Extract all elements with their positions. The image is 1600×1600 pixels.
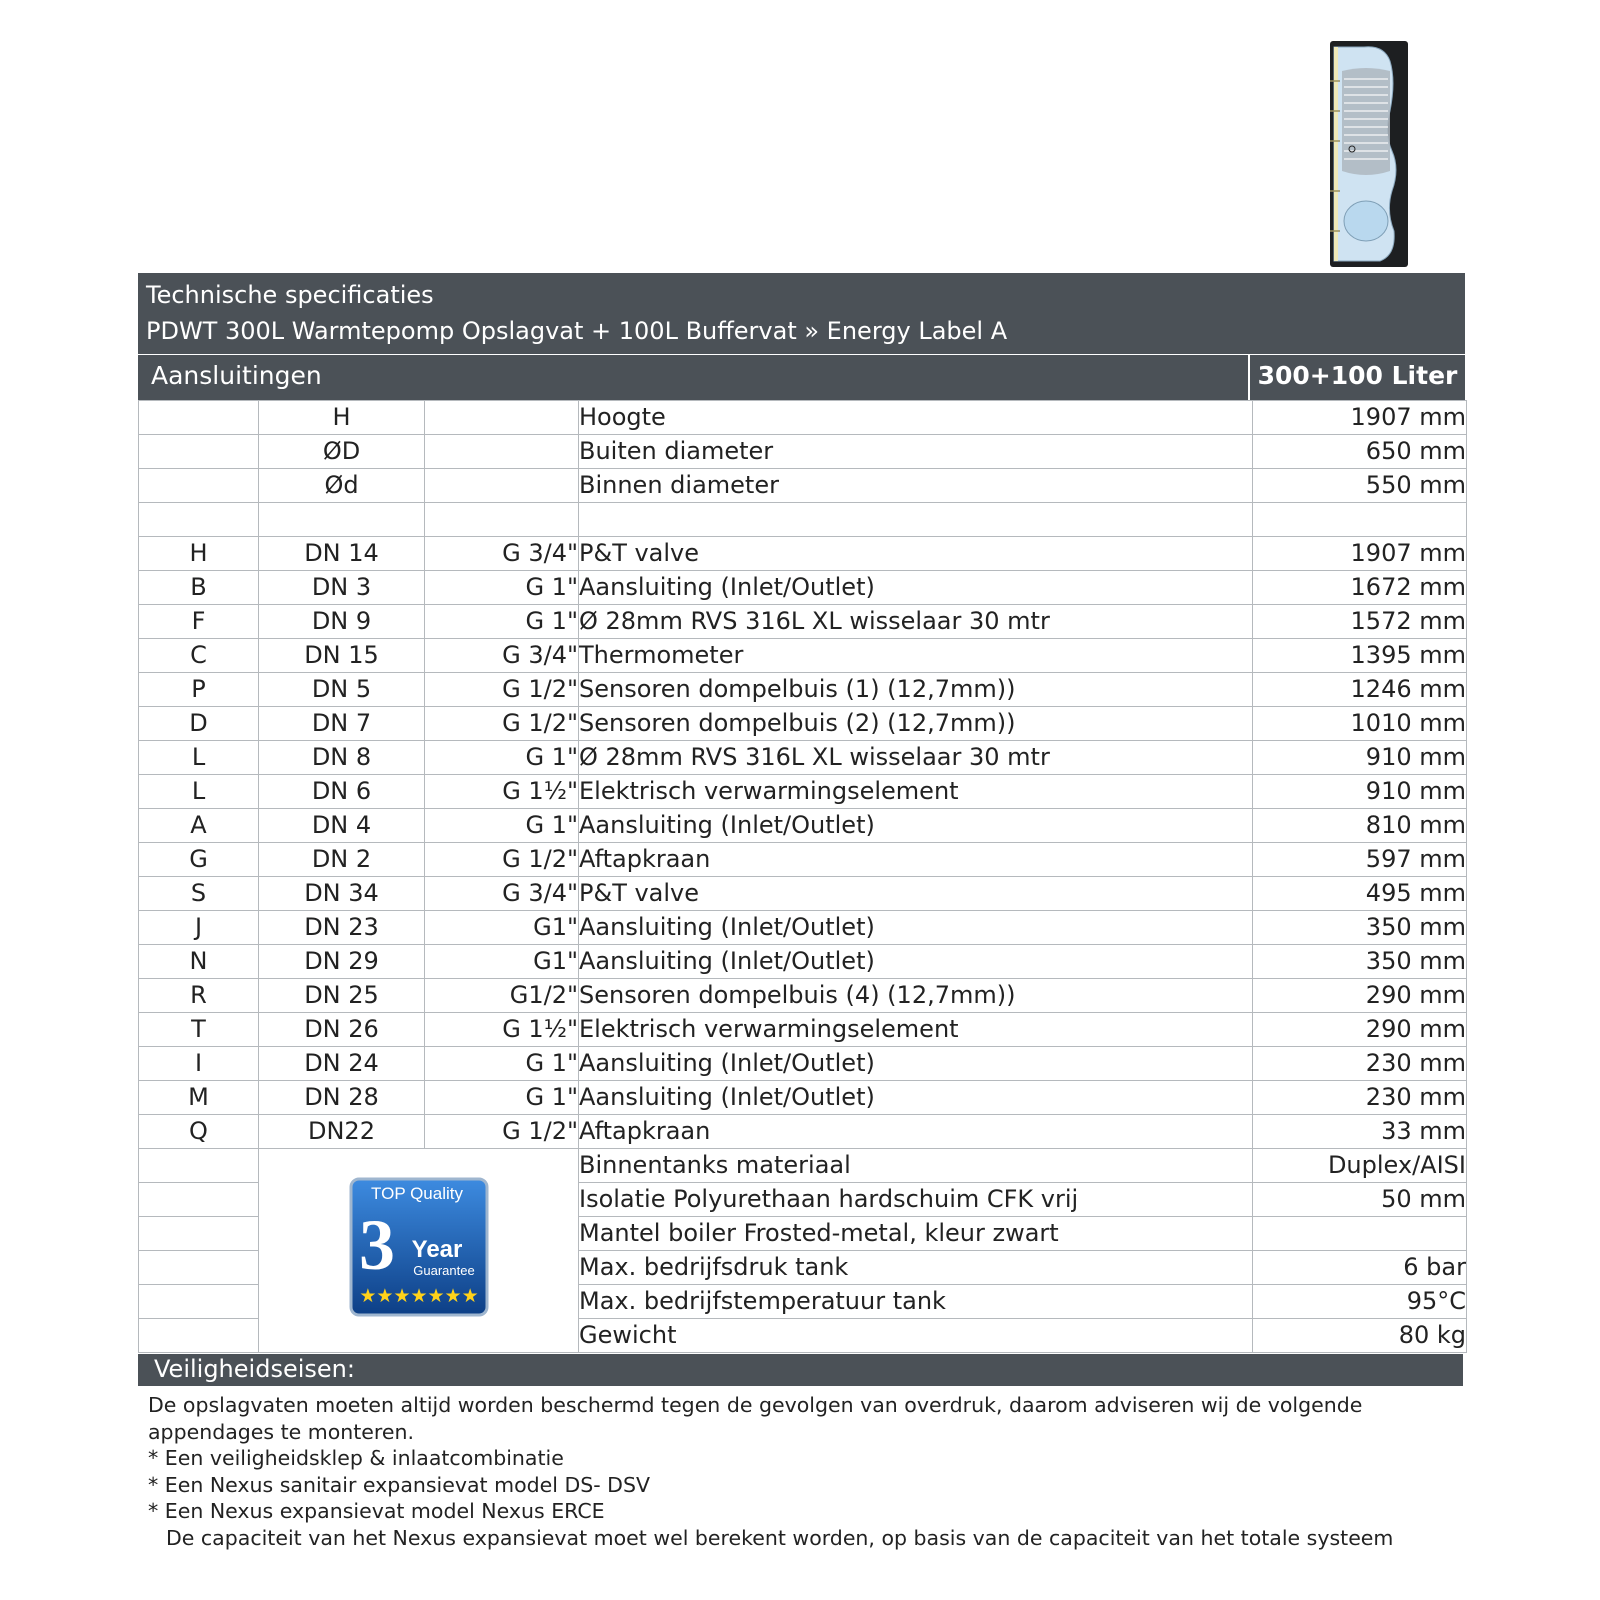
connection-height: 910 mm bbox=[1253, 775, 1467, 809]
connection-dn: DN 8 bbox=[259, 741, 425, 775]
connection-height: 350 mm bbox=[1253, 911, 1467, 945]
table-row bbox=[139, 639, 1467, 673]
connection-dn: DN 23 bbox=[259, 911, 425, 945]
table-row bbox=[139, 1149, 1467, 1183]
connection-thread: G 1/2" bbox=[425, 1115, 579, 1149]
table-row bbox=[139, 843, 1467, 877]
connection-description: Aftapkraan bbox=[579, 843, 1253, 877]
connection-dn: ØD bbox=[259, 435, 425, 469]
connection-thread bbox=[425, 469, 579, 503]
spec-table bbox=[138, 400, 1467, 1353]
empty-cell bbox=[139, 1149, 259, 1183]
connection-description: Sensoren dompelbuis (4) (12,7mm)) bbox=[579, 979, 1253, 1013]
table-row bbox=[139, 673, 1467, 707]
table-row bbox=[139, 605, 1467, 639]
connection-dn: H bbox=[259, 401, 425, 435]
connection-height: 290 mm bbox=[1253, 979, 1467, 1013]
connection-thread: G 1" bbox=[425, 605, 579, 639]
connection-description: Aansluiting (Inlet/Outlet) bbox=[579, 911, 1253, 945]
connection-description: Hoogte bbox=[579, 401, 1253, 435]
connection-dn: DN 14 bbox=[259, 537, 425, 571]
safety-line: * Een Nexus sanitair expansievat model DS- DSV bbox=[148, 1472, 650, 1497]
safety-line: * Een veiligheidsklep & inlaatcombinatie bbox=[148, 1446, 564, 1470]
connection-height: 910 mm bbox=[1253, 741, 1467, 775]
connection-dn: DN 6 bbox=[259, 775, 425, 809]
spec-description: Max. bedrijfsdruk tank bbox=[579, 1251, 1253, 1285]
connection-description: P&T valve bbox=[579, 537, 1253, 571]
connection-letter: J bbox=[139, 911, 259, 945]
connection-thread: G 3/4" bbox=[425, 537, 579, 571]
spec-value: 95°C bbox=[1253, 1285, 1467, 1319]
connection-thread: G 1/2" bbox=[425, 707, 579, 741]
connection-dn: DN 4 bbox=[259, 809, 425, 843]
connection-letter: R bbox=[139, 979, 259, 1013]
badge-guarantee: Guarantee bbox=[412, 1262, 475, 1278]
connection-letter: L bbox=[139, 775, 259, 809]
connection-letter: F bbox=[139, 605, 259, 639]
connection-letter bbox=[139, 401, 259, 435]
connection-height: 550 mm bbox=[1253, 469, 1467, 503]
table-row bbox=[139, 1115, 1467, 1149]
badge-number: 3 bbox=[358, 1204, 395, 1285]
connection-height: 1010 mm bbox=[1253, 707, 1467, 741]
table-row bbox=[139, 741, 1467, 775]
empty-cell bbox=[139, 1319, 259, 1353]
table-row bbox=[139, 469, 1467, 503]
connection-height: 1395 mm bbox=[1253, 639, 1467, 673]
connection-thread: G 1/2" bbox=[425, 673, 579, 707]
connection-thread: G 3/4" bbox=[425, 639, 579, 673]
spec-header bbox=[138, 273, 1465, 354]
connection-height: 495 mm bbox=[1253, 877, 1467, 911]
safety-line: De opslagvaten moeten altijd worden beschermd tegen de gevolgen van overdruk, daarom adviseren wij de volgende bbox=[148, 1393, 1363, 1417]
connection-dn: DN 3 bbox=[259, 571, 425, 605]
connection-letter: Q bbox=[139, 1115, 259, 1149]
connection-dn: DN 15 bbox=[259, 639, 425, 673]
connection-dn: DN 29 bbox=[259, 945, 425, 979]
spec-description: Mantel boiler Frosted-metal, kleur zwart bbox=[579, 1217, 1253, 1251]
connection-height: 290 mm bbox=[1253, 1013, 1467, 1047]
connection-letter bbox=[139, 435, 259, 469]
connection-height: 350 mm bbox=[1253, 945, 1467, 979]
connection-thread: G 1½" bbox=[425, 1013, 579, 1047]
connection-letter: H bbox=[139, 537, 259, 571]
connection-height: 1907 mm bbox=[1253, 401, 1467, 435]
spec-description: Gewicht bbox=[579, 1319, 1253, 1353]
connection-description: Elektrisch verwarmingselement bbox=[579, 775, 1253, 809]
connection-letter: N bbox=[139, 945, 259, 979]
safety-line: De capaciteit van het Nexus expansievat moet wel berekent worden, op basis van de capaciteit van het totale systeem bbox=[166, 1525, 1394, 1550]
connection-dn: DN 9 bbox=[259, 605, 425, 639]
connection-description: Aansluiting (Inlet/Outlet) bbox=[579, 1081, 1253, 1115]
table-row bbox=[139, 571, 1467, 605]
connection-letter: P bbox=[139, 673, 259, 707]
connection-description: Sensoren dompelbuis (1) (12,7mm)) bbox=[579, 673, 1253, 707]
connection-dn: DN 28 bbox=[259, 1081, 425, 1115]
table-row bbox=[139, 911, 1467, 945]
connection-description: Sensoren dompelbuis (2) (12,7mm)) bbox=[579, 707, 1253, 741]
connection-height: 1572 mm bbox=[1253, 605, 1467, 639]
boiler-tank-image bbox=[1330, 41, 1408, 267]
connection-thread: G 1" bbox=[425, 571, 579, 605]
connection-letter: D bbox=[139, 707, 259, 741]
connection-dn: DN 2 bbox=[259, 843, 425, 877]
spec-value: 80 kg bbox=[1253, 1319, 1467, 1353]
connection-thread: G 1" bbox=[425, 809, 579, 843]
connection-dn: DN 34 bbox=[259, 877, 425, 911]
connection-thread: G 1/2" bbox=[425, 843, 579, 877]
connection-height: 1246 mm bbox=[1253, 673, 1467, 707]
connection-letter: C bbox=[139, 639, 259, 673]
connection-description: Ø 28mm RVS 316L XL wisselaar 30 mtr bbox=[579, 605, 1253, 639]
table-row bbox=[139, 775, 1467, 809]
table-row bbox=[139, 503, 1467, 537]
spec-header-title: Technische specificaties bbox=[146, 281, 434, 309]
connection-letter: A bbox=[139, 809, 259, 843]
connection-height: 230 mm bbox=[1253, 1081, 1467, 1115]
connection-letter bbox=[139, 469, 259, 503]
table-row bbox=[139, 1047, 1467, 1081]
connection-thread bbox=[425, 435, 579, 469]
spec-description: Max. bedrijfstemperatuur tank bbox=[579, 1285, 1253, 1319]
safety-text bbox=[148, 1392, 1448, 1551]
connection-description: Aftapkraan bbox=[579, 1115, 1253, 1149]
table-row bbox=[139, 537, 1467, 571]
connection-dn: DN 25 bbox=[259, 979, 425, 1013]
connection-dn: DN 24 bbox=[259, 1047, 425, 1081]
connection-thread: G 3/4" bbox=[425, 877, 579, 911]
connection-dn bbox=[259, 503, 425, 537]
table-row bbox=[139, 1013, 1467, 1047]
table-row bbox=[139, 401, 1467, 435]
connection-dn: DN 26 bbox=[259, 1013, 425, 1047]
safety-header bbox=[138, 1354, 1463, 1386]
badge-stars-icon: ★★★★★★★ bbox=[358, 1284, 479, 1307]
connections-header bbox=[138, 355, 1465, 400]
connection-description: Elektrisch verwarmingselement bbox=[579, 1013, 1253, 1047]
spec-description: Isolatie Polyurethaan hardschuim CFK vrij bbox=[579, 1183, 1253, 1217]
empty-cell bbox=[139, 1217, 259, 1251]
connection-letter: L bbox=[139, 741, 259, 775]
connection-height: 650 mm bbox=[1253, 435, 1467, 469]
table-row bbox=[139, 1081, 1467, 1115]
connection-thread: G 1" bbox=[425, 1081, 579, 1115]
connections-label: Aansluitingen bbox=[151, 361, 322, 390]
table-row bbox=[139, 877, 1467, 911]
connection-thread: G1" bbox=[425, 911, 579, 945]
spec-value: Duplex/AISI bbox=[1253, 1149, 1467, 1183]
guarantee-badge-icon bbox=[349, 1177, 489, 1317]
connection-letter: G bbox=[139, 843, 259, 877]
connection-description bbox=[579, 503, 1253, 537]
connection-thread: G 1" bbox=[425, 1047, 579, 1081]
connection-description: Ø 28mm RVS 316L XL wisselaar 30 mtr bbox=[579, 741, 1253, 775]
spec-value bbox=[1253, 1217, 1467, 1251]
safety-line: * Een Nexus expansievat model Nexus ERCE bbox=[148, 1499, 605, 1523]
connection-height: 230 mm bbox=[1253, 1047, 1467, 1081]
connection-thread: G1" bbox=[425, 945, 579, 979]
connection-thread: G 1½" bbox=[425, 775, 579, 809]
connection-height bbox=[1253, 503, 1467, 537]
connection-letter: I bbox=[139, 1047, 259, 1081]
connection-thread bbox=[425, 503, 579, 537]
connection-dn: DN 7 bbox=[259, 707, 425, 741]
badge-top-text: TOP Quality bbox=[370, 1183, 463, 1203]
connection-height: 810 mm bbox=[1253, 809, 1467, 843]
spec-description: Binnentanks materiaal bbox=[579, 1149, 1253, 1183]
safety-line: appendages te monteren. bbox=[148, 1419, 415, 1444]
connection-thread: G1/2" bbox=[425, 979, 579, 1013]
spec-value: 50 mm bbox=[1253, 1183, 1467, 1217]
capacity-column-label: 300+100 Liter bbox=[1257, 361, 1458, 390]
connection-description: P&T valve bbox=[579, 877, 1253, 911]
empty-cell bbox=[139, 1251, 259, 1285]
connection-dn: DN 5 bbox=[259, 673, 425, 707]
connection-letter: M bbox=[139, 1081, 259, 1115]
safety-title: Veiligheidseisen: bbox=[154, 1355, 355, 1383]
table-row bbox=[139, 809, 1467, 843]
connection-description: Aansluiting (Inlet/Outlet) bbox=[579, 1047, 1253, 1081]
table-row bbox=[139, 707, 1467, 741]
connection-description: Thermometer bbox=[579, 639, 1253, 673]
table-row bbox=[139, 945, 1467, 979]
connection-description: Aansluiting (Inlet/Outlet) bbox=[579, 809, 1253, 843]
table-row bbox=[139, 435, 1467, 469]
connection-description: Binnen diameter bbox=[579, 469, 1253, 503]
connection-description: Aansluiting (Inlet/Outlet) bbox=[579, 571, 1253, 605]
empty-cell bbox=[139, 1183, 259, 1217]
spec-value: 6 bar bbox=[1253, 1251, 1467, 1285]
connection-letter: B bbox=[139, 571, 259, 605]
badge-year: Year bbox=[411, 1235, 462, 1263]
connection-letter bbox=[139, 503, 259, 537]
connection-height: 597 mm bbox=[1253, 843, 1467, 877]
connection-letter: T bbox=[139, 1013, 259, 1047]
connection-thread: G 1" bbox=[425, 741, 579, 775]
connection-thread bbox=[425, 401, 579, 435]
connection-letter: S bbox=[139, 877, 259, 911]
connection-height: 1672 mm bbox=[1253, 571, 1467, 605]
connection-description: Aansluiting (Inlet/Outlet) bbox=[579, 945, 1253, 979]
connection-dn: DN22 bbox=[259, 1115, 425, 1149]
connection-dn: Ød bbox=[259, 469, 425, 503]
connection-height: 1907 mm bbox=[1253, 537, 1467, 571]
connection-height: 33 mm bbox=[1253, 1115, 1467, 1149]
spec-header-product: PDWT 300L Warmtepomp Opslagvat + 100L Buffervat » Energy Label A bbox=[146, 317, 1008, 345]
guarantee-badge-cell bbox=[259, 1149, 579, 1353]
empty-cell bbox=[139, 1285, 259, 1319]
table-row bbox=[139, 979, 1467, 1013]
connection-description: Buiten diameter bbox=[579, 435, 1253, 469]
